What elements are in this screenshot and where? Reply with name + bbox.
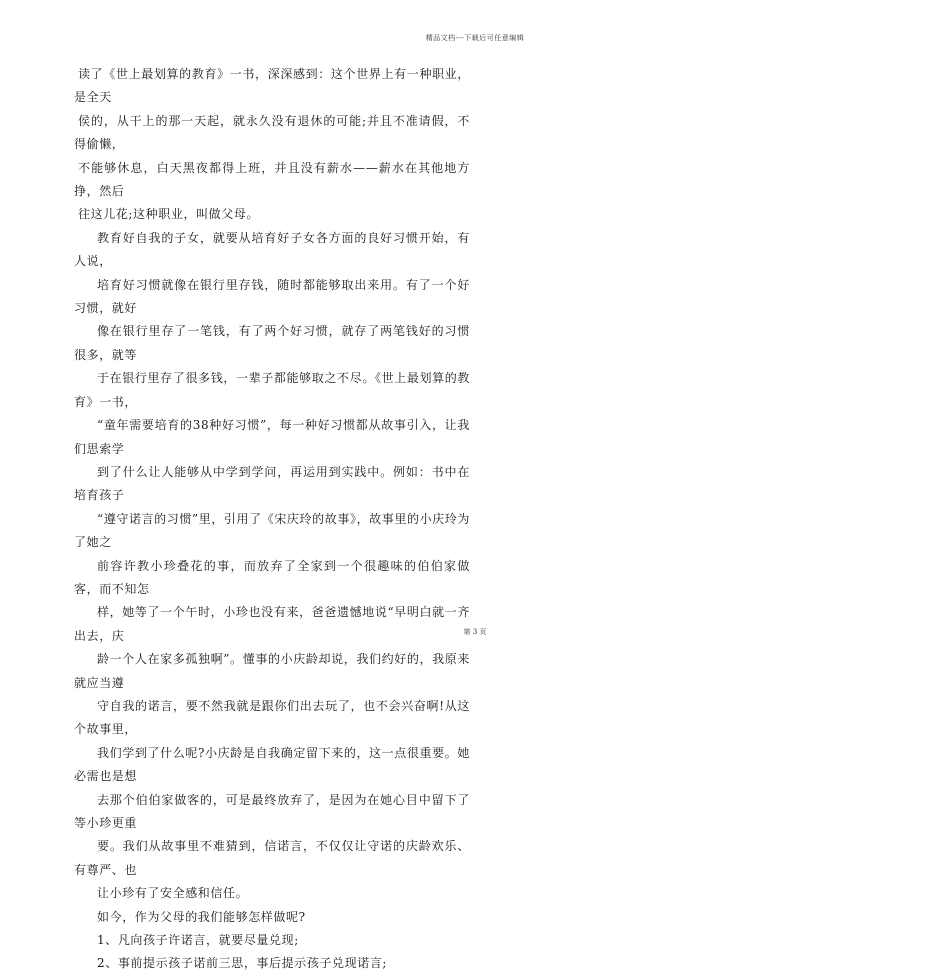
paragraph-habits (74, 227, 470, 906)
document-body (74, 63, 470, 976)
text-line: 培育好习惯就像在银行里存钱，随时都能够取出来用。有了一个好习惯，就好 (74, 277, 470, 316)
text-line: 2、事前提示孩子诺前三思，事后提示孩子兑现诺言; (97, 956, 388, 971)
text-line: 教育好自我的子女，就要从培育好子女各方面的良好习惯开始，有人说， (74, 230, 470, 269)
text-line: 1、凡向孩子许诺言，就要尽量兑现; (97, 933, 299, 948)
paragraph-question (74, 906, 470, 929)
text-line: 往这儿花;这种职业，叫做父母。 (78, 207, 260, 222)
list-item-2 (74, 952, 470, 975)
text-line: 守自我的诺言，要不然我就是跟你们出去玩了，也不会兴奋啊!从这个故事里， (74, 698, 470, 737)
page-number: 第 3 页 (463, 628, 487, 636)
text-line: 读了《世上最划算的教育》一书，深深感到：这个世界上有一种职业，是全天 (74, 67, 470, 105)
list-item-1 (74, 929, 470, 952)
paragraph-intro (74, 63, 470, 227)
text-line: 去那个伯伯家做客的，可是最终放弃了，是因为在她心目中留下了等小珍更重 (74, 792, 470, 830)
text-line: 像在银行里存了一笔钱，有了两个好习惯，就存了两笔钱好的习惯很多，就等 (74, 324, 470, 362)
text-line: 到了什么让人能够从中学到学问，再运用到实践中。例如：书中在培育孩子 (74, 464, 470, 503)
text-line: 样，她等了一个午时，小珍也没有来，爸爸遗憾地说“早明白就一齐出去，庆 (74, 605, 470, 643)
text-line: 侯的，从干上的那一天起，就永久没有退休的可能;并且不准请假，不得偷懒， (74, 113, 470, 152)
text-line: 于在银行里存了很多钱，一辈子都能够取之不尽。《世上最划算的教育》一书， (74, 371, 470, 409)
text-line: “童年需要培育的38种好习惯”，每一种好习惯都从故事引入，让我们思索学 (74, 418, 470, 456)
page-header: 精品文档---下载后可任意编辑 (425, 34, 525, 42)
text-line: 如今，作为父母的我们能够怎样做呢? (97, 909, 306, 924)
text-line: 龄一个人在家多孤独啊”。懂事的小庆龄却说，我们约好的，我原来就应当遵 (74, 652, 470, 690)
text-line: 不能够休息，白天黑夜都得上班，并且没有薪水——薪水在其他地方挣，然后 (74, 160, 470, 199)
text-line: 我们学到了什么呢?小庆龄是自我确定留下来的，这一点很重要。她必需也是想 (74, 745, 470, 784)
text-line: 要。我们从故事里不难猜到，信诺言，不仅仅让守诺的庆龄欢乐、有尊严、也 (74, 839, 470, 877)
text-line: “遵守诺言的习惯”里，引用了《宋庆玲的故事》，故事里的小庆玲为了她之 (74, 511, 470, 550)
text-line: 前容许教小珍叠花的事，而放弃了全家到一个很趣味的伯伯家做客，而不知怎 (74, 558, 470, 596)
text-line: 让小珍有了安全感和信任。 (97, 886, 249, 901)
